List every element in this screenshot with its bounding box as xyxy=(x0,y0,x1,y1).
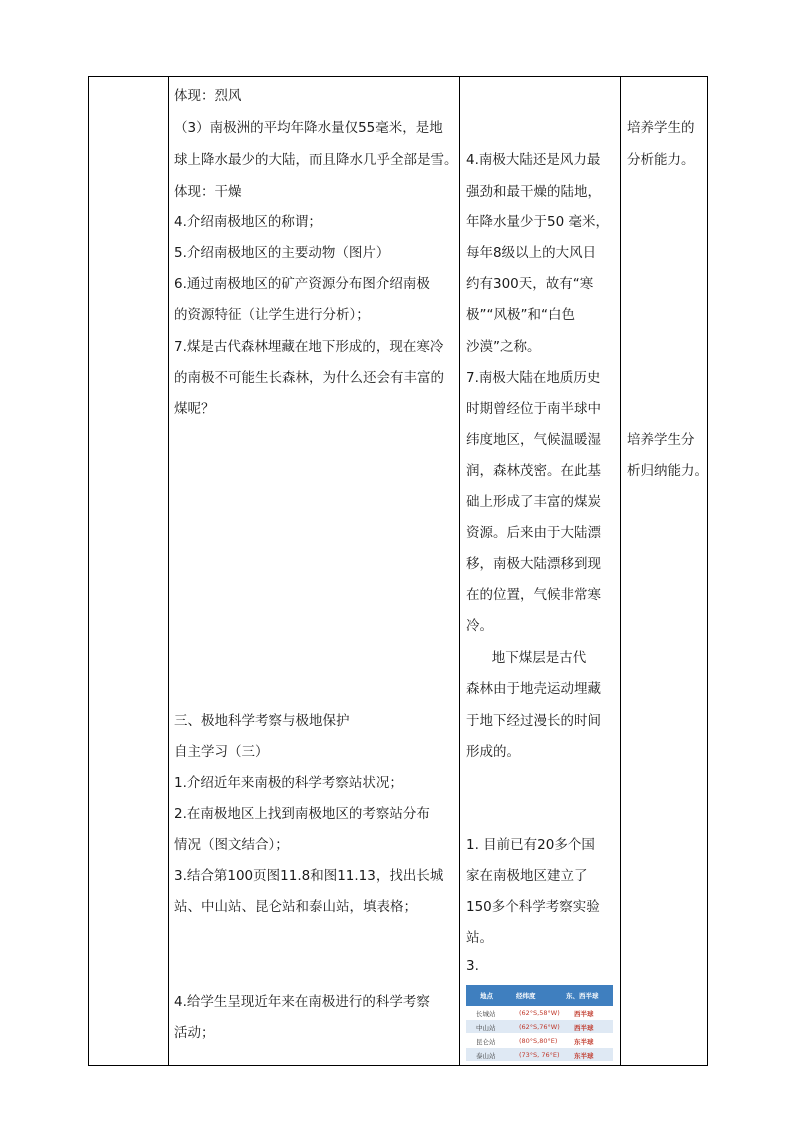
text-line: 的南极不可能生长森林，为什么还会有丰富的 xyxy=(174,370,444,386)
station-hemisphere: 西半球 xyxy=(574,1010,594,1018)
text-line: 家在南极地区建立了 xyxy=(466,868,588,884)
text-line: 年降水量少于50 毫米， xyxy=(466,214,609,230)
text-line: 于地下经过漫长的时间 xyxy=(466,713,601,729)
text-line: 4.介绍南极地区的称谓； xyxy=(174,214,322,230)
station-name: 泰山站 xyxy=(476,1052,496,1060)
station-hemisphere: 东半球 xyxy=(574,1038,594,1046)
text-line: 在的位置，气候非常寒 xyxy=(466,587,601,603)
column-divider xyxy=(620,76,621,1066)
header-cell: 东、西半球 xyxy=(566,992,599,1000)
text-line: 培养学生的 xyxy=(627,120,695,136)
text-line: 冷。 xyxy=(466,618,493,634)
text-line: 5.介绍南极地区的主要动物（图片） xyxy=(174,245,390,261)
station-table-header xyxy=(466,985,613,1006)
text-line: 煤呢？ xyxy=(174,401,215,417)
column-divider xyxy=(168,76,169,1066)
column-divider xyxy=(459,76,460,1066)
station-hemisphere: 东半球 xyxy=(574,1052,594,1060)
text-line: 2.在南极地区上找到南极地区的考察站分布 xyxy=(174,806,430,822)
table-row xyxy=(466,1020,613,1033)
text-line: 4.给学生呈现近年来在南极进行的科学考察 xyxy=(174,994,430,1010)
text-line: 培养学生分 xyxy=(627,432,695,448)
text-line: 沙漠”之称。 xyxy=(466,339,541,355)
text-line: 6.通过南极地区的矿产资源分布图介绍南极 xyxy=(174,276,430,292)
header-cell: 地点 xyxy=(480,992,493,1000)
text-line: 约有300天，故有“寒 xyxy=(466,276,594,292)
text-line: 7.煤是古代森林埋藏在地下形成的，现在寒冷 xyxy=(174,339,444,355)
station-coords: (73°S, 76°E) xyxy=(519,1051,560,1059)
station-name: 昆仑站 xyxy=(476,1038,496,1046)
text-line: 的资源特征（让学生进行分析）； xyxy=(174,307,370,323)
text-line: 1.介绍近年来南极的科学考察站状况； xyxy=(174,775,403,791)
text-line: 地下煤层是古代 xyxy=(466,650,587,666)
text-line: 150多个科学考察实验 xyxy=(466,899,600,915)
station-name: 中山站 xyxy=(476,1024,496,1032)
text-line: 站。 xyxy=(466,930,493,946)
text-line: 球上降水最少的大陆，而且降水几乎全部是雪。 xyxy=(174,152,458,168)
text-line: 3. xyxy=(466,958,479,974)
text-line: 体现：干燥 xyxy=(174,184,242,200)
text-line: 润，森林茂密。在此基 xyxy=(466,463,601,479)
text-line: 强劲和最干燥的陆地， xyxy=(466,184,601,200)
text-line: 形成的。 xyxy=(466,744,520,760)
station-coords: (62°S,76°W) xyxy=(519,1023,560,1031)
text-line: 1. 目前已有20多个国 xyxy=(466,837,595,853)
text-line: 活动； xyxy=(174,1025,215,1041)
station-hemisphere: 西半球 xyxy=(574,1024,594,1032)
text-line: 情况（图文结合）； xyxy=(174,837,289,853)
text-line: 分析能力。 xyxy=(627,152,695,168)
text-line: 析归纳能力。 xyxy=(627,463,708,479)
text-line: 7.南极大陆在地质历史 xyxy=(466,370,601,386)
text-line: 资源。后来由于大陆漂 xyxy=(466,525,601,541)
text-line: 自主学习（三） xyxy=(174,744,269,760)
table-row xyxy=(466,1048,613,1061)
text-line: 4.南极大陆还是风力最 xyxy=(466,152,601,168)
text-line: 站、中山站、昆仑站和泰山站，填表格； xyxy=(174,899,417,915)
station-coords: (80°S,80°E) xyxy=(519,1037,558,1045)
header-cell: 经纬度 xyxy=(516,992,536,1000)
text-line: 础上形成了丰富的煤炭 xyxy=(466,494,601,510)
table-row xyxy=(466,1006,613,1019)
text-line: 森林由于地壳运动埋藏 xyxy=(466,681,601,697)
table-row xyxy=(466,1034,613,1047)
text-line: 每年8级以上的大风日 xyxy=(466,245,597,261)
station-coords: (62°S,58°W) xyxy=(519,1009,560,1017)
station-name: 长城站 xyxy=(476,1010,496,1018)
text-line: （3）南极洲的平均年降水量仅55毫米，是地 xyxy=(174,120,443,136)
station-table xyxy=(466,985,613,1062)
text-line: 纬度地区，气候温暖湿 xyxy=(466,432,601,448)
text-line: 极”“风极”和“白色 xyxy=(466,307,575,323)
text-line: 移，南极大陆漂移到现 xyxy=(466,556,601,572)
text-line: 3.结合第100页图11.8和图11.13，找出长城 xyxy=(174,868,444,884)
text-line: 体现：烈风 xyxy=(174,88,242,104)
section-heading: 三、极地科学考察与极地保护 xyxy=(174,713,350,729)
text-line: 时期曾经位于南半球中 xyxy=(466,401,601,417)
